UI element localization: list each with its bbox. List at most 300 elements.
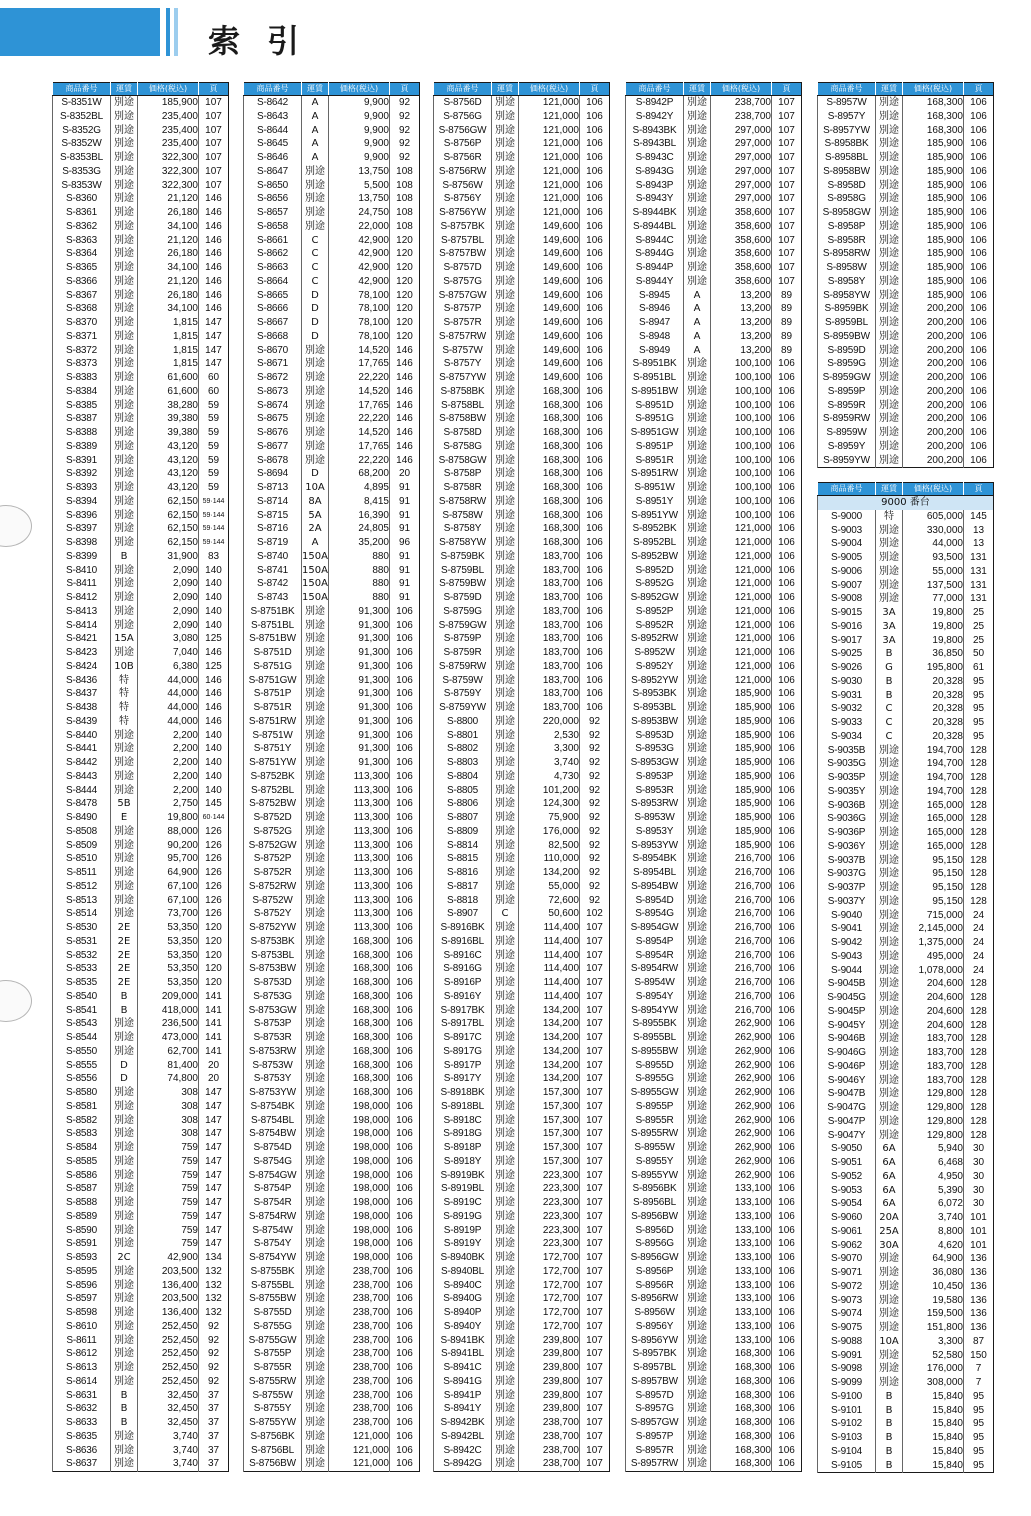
product-number: S-8370 <box>53 316 111 330</box>
page-number: 106 <box>772 1389 802 1403</box>
price: 262,900 <box>711 1086 772 1100</box>
price: 149,600 <box>519 234 580 248</box>
page-number: 146 <box>390 385 420 399</box>
table-row <box>434 1457 610 1471</box>
shipping-code: 別途 <box>876 1362 903 1376</box>
table-row <box>626 275 802 289</box>
table-row <box>244 495 420 509</box>
product-number: S-8642 <box>244 96 302 110</box>
table-row <box>818 716 994 730</box>
product-number: S-8439 <box>53 715 111 729</box>
table-row <box>434 1141 610 1155</box>
product-number: S-8757BL <box>434 234 492 248</box>
page-number: 106 <box>772 1072 802 1086</box>
page-number: 107 <box>580 1237 610 1251</box>
price: 38,280 <box>138 399 199 413</box>
header-page: 頁 <box>199 83 229 96</box>
table-row <box>818 1032 994 1046</box>
table-row <box>244 344 420 358</box>
product-number: S-8365 <box>53 261 111 275</box>
shipping-code: 別途 <box>492 1334 519 1348</box>
product-number: S-8437 <box>53 687 111 701</box>
price: 15,840 <box>903 1417 964 1431</box>
price: 74,800 <box>138 1072 199 1086</box>
page-number: 101 <box>964 1225 994 1239</box>
page-number: 120 <box>390 247 420 261</box>
table-row <box>53 522 229 536</box>
shipping-code: 別途 <box>492 412 519 426</box>
shipping-code: B <box>876 1459 903 1473</box>
price: 100,100 <box>711 371 772 385</box>
price: 715,000 <box>903 909 964 923</box>
price: 4,620 <box>903 1239 964 1253</box>
product-number: S-8952RW <box>626 632 684 646</box>
shipping-code: 別途 <box>302 179 329 193</box>
shipping-code: 別途 <box>492 990 519 1004</box>
shipping-code: 別途 <box>111 894 138 908</box>
shipping-code: 別途 <box>302 1402 329 1416</box>
price: 100,100 <box>711 385 772 399</box>
shipping-code: 8A <box>302 495 329 509</box>
page-number: 145 <box>199 797 229 811</box>
table-row <box>244 96 420 110</box>
price: 134,200 <box>519 1045 580 1059</box>
price: 100,100 <box>711 426 772 440</box>
product-number: S-8581 <box>53 1100 111 1114</box>
page-number: 106 <box>772 1320 802 1334</box>
page-number: 107 <box>580 1224 610 1238</box>
product-number: S-9088 <box>818 1335 876 1349</box>
page-number: 106 <box>390 1444 420 1458</box>
table-row <box>53 1375 229 1389</box>
price: 93,500 <box>903 551 964 565</box>
product-number: S-8800 <box>434 715 492 729</box>
header-color-block <box>0 8 160 56</box>
shipping-code: 別途 <box>492 1320 519 1334</box>
page-number: 106 <box>390 935 420 949</box>
table-row <box>434 206 610 220</box>
table-row <box>626 234 802 248</box>
price: 95,700 <box>138 852 199 866</box>
price: 216,700 <box>711 976 772 990</box>
price: 72,600 <box>519 894 580 908</box>
table-row <box>818 1060 994 1074</box>
price: 235,400 <box>138 124 199 138</box>
page-number: 107 <box>199 124 229 138</box>
shipping-code: D <box>111 1072 138 1086</box>
product-number: S-8941G <box>434 1375 492 1389</box>
page-number: 106 <box>390 1169 420 1183</box>
price: 358,600 <box>711 247 772 261</box>
shipping-code: 別途 <box>684 1169 711 1183</box>
table-row <box>434 852 610 866</box>
shipping-code: 別途 <box>684 1045 711 1059</box>
table-row <box>53 220 229 234</box>
table-row <box>434 316 610 330</box>
price: 168,300 <box>329 1045 390 1059</box>
product-number: S-8754W <box>244 1224 302 1238</box>
price: 21,120 <box>138 234 199 248</box>
table-row <box>434 1127 610 1141</box>
shipping-code: 別途 <box>684 1292 711 1306</box>
price: 121,000 <box>519 124 580 138</box>
page-number: 106 <box>390 1320 420 1334</box>
shipping-code: 別途 <box>302 385 329 399</box>
page-number: 141 <box>199 1004 229 1018</box>
price: 165,000 <box>903 826 964 840</box>
price: 13,200 <box>711 330 772 344</box>
product-number: S-8394 <box>53 495 111 509</box>
shipping-code: 別途 <box>111 1279 138 1293</box>
product-number: S-8589 <box>53 1210 111 1224</box>
product-number: S-9072 <box>818 1280 876 1294</box>
product-number: S-8389 <box>53 440 111 454</box>
table-row <box>626 385 802 399</box>
table-row <box>434 1224 610 1238</box>
price: 165,000 <box>903 840 964 854</box>
page-number: 106 <box>772 605 802 619</box>
shipping-code: 別途 <box>492 962 519 976</box>
page-number: 107 <box>772 96 802 110</box>
page-number: 106 <box>390 1086 420 1100</box>
price: 100,100 <box>711 481 772 495</box>
page-number: 106 <box>964 344 994 358</box>
page-number: 106 <box>390 1402 420 1416</box>
price: 19,800 <box>903 634 964 648</box>
product-number: S-8959Y <box>818 440 876 454</box>
page-title: 索 引 <box>208 22 308 60</box>
table-row <box>626 1045 802 1059</box>
table-row <box>53 371 229 385</box>
shipping-code: 別途 <box>302 619 329 633</box>
price: 3,300 <box>903 1335 964 1349</box>
price: 62,150 <box>138 522 199 536</box>
product-number: S-9045B <box>818 977 876 991</box>
price: 168,300 <box>519 481 580 495</box>
shipping-code: 別途 <box>876 592 903 606</box>
table-row <box>626 591 802 605</box>
shipping-code: 別途 <box>302 1334 329 1348</box>
table-row <box>53 124 229 138</box>
product-number: S-8757Y <box>434 357 492 371</box>
price: 121,000 <box>329 1430 390 1444</box>
product-number: S-9040 <box>818 909 876 923</box>
page-number: 106 <box>390 1237 420 1251</box>
page-number: 107 <box>580 1430 610 1444</box>
product-number: S-8756BL <box>244 1444 302 1458</box>
shipping-code: D <box>302 330 329 344</box>
product-number: S-8957YW <box>818 124 876 138</box>
page-number: 106 <box>772 385 802 399</box>
page-number: 146 <box>199 261 229 275</box>
price: 53,350 <box>138 962 199 976</box>
price: 110,000 <box>519 852 580 866</box>
shipping-code: 別途 <box>492 509 519 523</box>
shipping-code: A <box>684 302 711 316</box>
product-number: S-8508 <box>53 825 111 839</box>
shipping-code: A <box>302 124 329 138</box>
shipping-code: 別途 <box>684 1389 711 1403</box>
price: 42,900 <box>329 261 390 275</box>
product-number: S-8959D <box>818 344 876 358</box>
product-number: S-8757BK <box>434 220 492 234</box>
table-row <box>818 840 994 854</box>
page-number: 106 <box>390 1430 420 1444</box>
product-number: S-8757W <box>434 344 492 358</box>
price: 53,350 <box>138 949 199 963</box>
product-number: S-8958BK <box>818 137 876 151</box>
table-row <box>434 921 610 935</box>
product-number: S-8953BW <box>626 715 684 729</box>
table-row <box>626 316 802 330</box>
product-number: S-8673 <box>244 385 302 399</box>
price: 75,900 <box>519 811 580 825</box>
shipping-code: 別途 <box>876 799 903 813</box>
page-number: 107 <box>580 1306 610 1320</box>
table-row <box>244 811 420 825</box>
product-number: S-8512 <box>53 880 111 894</box>
table-row <box>626 825 802 839</box>
table-row <box>53 1224 229 1238</box>
page-number: 140 <box>199 619 229 633</box>
shipping-code: 別途 <box>492 687 519 701</box>
page-number: 107 <box>580 1141 610 1155</box>
table-row <box>626 192 802 206</box>
page-number: 136 <box>964 1307 994 1321</box>
table-row <box>818 551 994 565</box>
product-number: S-8918P <box>434 1141 492 1155</box>
product-number: S-8955R <box>626 1114 684 1128</box>
product-number: S-8954BW <box>626 880 684 894</box>
shipping-code: 別途 <box>492 591 519 605</box>
shipping-code: 別途 <box>492 1347 519 1361</box>
price: 238,700 <box>329 1347 390 1361</box>
page-number: 106 <box>390 1389 420 1403</box>
page-number: 146 <box>199 206 229 220</box>
shipping-code: 別途 <box>684 151 711 165</box>
price: 95,150 <box>903 867 964 881</box>
shipping-code: 別途 <box>302 797 329 811</box>
price: 238,700 <box>329 1279 390 1293</box>
shipping-code: 別途 <box>684 1114 711 1128</box>
page-number: 128 <box>964 1032 994 1046</box>
product-number: S-8957Y <box>818 110 876 124</box>
page-number: 106 <box>964 316 994 330</box>
shipping-code: C <box>492 907 519 921</box>
page-number: 106 <box>580 302 610 316</box>
table-row <box>818 1417 994 1431</box>
price: 308 <box>138 1100 199 1114</box>
price: 168,300 <box>329 976 390 990</box>
page-number: 83 <box>199 550 229 564</box>
page-number: 108 <box>390 220 420 234</box>
product-number: S-8751G <box>244 660 302 674</box>
page-number: 131 <box>964 551 994 565</box>
shipping-code: 別途 <box>111 1444 138 1458</box>
price: 78,100 <box>329 302 390 316</box>
product-number: S-8755P <box>244 1347 302 1361</box>
page-number: 106 <box>964 454 994 468</box>
page-number: 106 <box>772 550 802 564</box>
page-number: 128 <box>964 895 994 909</box>
price: 22,220 <box>329 412 390 426</box>
shipping-code: 別途 <box>876 344 903 358</box>
shipping-code: 別途 <box>492 770 519 784</box>
page-number: 106 <box>772 1114 802 1128</box>
table-row <box>53 165 229 179</box>
shipping-code: 別途 <box>111 907 138 921</box>
page-number: 60 <box>199 385 229 399</box>
price: 78,100 <box>329 289 390 303</box>
price: 26,180 <box>138 247 199 261</box>
shipping-code: 別途 <box>111 385 138 399</box>
page-number: 120 <box>390 261 420 275</box>
product-number: S-8958W <box>818 261 876 275</box>
page-number: 107 <box>580 1361 610 1375</box>
product-number: S-8675 <box>244 412 302 426</box>
page-number: 92 <box>580 784 610 798</box>
price: 136,400 <box>138 1306 199 1320</box>
table-row <box>244 137 420 151</box>
price: 165,000 <box>903 799 964 813</box>
page-number: 106 <box>964 179 994 193</box>
shipping-code: 別途 <box>684 591 711 605</box>
product-number: S-8742 <box>244 577 302 591</box>
page-number: 30 <box>964 1156 994 1170</box>
product-number: S-8399 <box>53 550 111 564</box>
price: 168,300 <box>711 1416 772 1430</box>
product-number: S-8751YW <box>244 756 302 770</box>
table-row <box>626 440 802 454</box>
price: 223,300 <box>519 1224 580 1238</box>
page-number: 128 <box>964 1101 994 1115</box>
price: 113,300 <box>329 921 390 935</box>
page-number: 126 <box>199 907 229 921</box>
page-number: 146 <box>390 371 420 385</box>
price: 20,328 <box>903 716 964 730</box>
price: 2,090 <box>138 605 199 619</box>
shipping-code: 別途 <box>876 454 903 468</box>
product-number: S-8752W <box>244 894 302 908</box>
product-number: S-9025 <box>818 647 876 661</box>
product-number: S-9036P <box>818 826 876 840</box>
price: 200,200 <box>903 399 964 413</box>
price: 61,600 <box>138 385 199 399</box>
shipping-code: 別途 <box>111 866 138 880</box>
table-row <box>818 357 994 371</box>
product-number: S-8353G <box>53 165 111 179</box>
table-row <box>434 674 610 688</box>
table-row <box>818 302 994 316</box>
table-row <box>626 742 802 756</box>
shipping-code: 別途 <box>684 522 711 536</box>
table-row <box>626 522 802 536</box>
price: 204,600 <box>903 1005 964 1019</box>
page-number: 106 <box>580 289 610 303</box>
price: 185,900 <box>711 715 772 729</box>
page-number: 128 <box>964 867 994 881</box>
page-number: 95 <box>964 1390 994 1404</box>
page-number: 120 <box>199 935 229 949</box>
page-number: 106 <box>580 467 610 481</box>
product-number: S-9031 <box>818 689 876 703</box>
page-number: 106 <box>390 1017 420 1031</box>
shipping-code: 別途 <box>684 880 711 894</box>
price: 238,700 <box>329 1306 390 1320</box>
page-number: 146 <box>199 289 229 303</box>
group-label-9000: 9000 番台 <box>818 496 994 510</box>
table-row <box>53 206 229 220</box>
page-number: 107 <box>199 96 229 110</box>
page-number: 107 <box>580 1210 610 1224</box>
price: 101,200 <box>519 784 580 798</box>
price: 4,730 <box>519 770 580 784</box>
table-row <box>53 1347 229 1361</box>
product-number: S-8918BL <box>434 1100 492 1114</box>
shipping-code: 別途 <box>684 962 711 976</box>
price: 36,850 <box>903 647 964 661</box>
product-number: S-8916BK <box>434 921 492 935</box>
price: 114,400 <box>519 949 580 963</box>
product-number: S-8532 <box>53 949 111 963</box>
price: 168,300 <box>519 454 580 468</box>
price: 91,300 <box>329 687 390 701</box>
table-row <box>818 275 994 289</box>
product-number: S-8758YW <box>434 536 492 550</box>
price: 134,200 <box>519 1017 580 1031</box>
product-number: S-8752BK <box>244 770 302 784</box>
price: 198,000 <box>329 1224 390 1238</box>
shipping-code: 別途 <box>111 1155 138 1169</box>
shipping-code: 別途 <box>111 426 138 440</box>
price: 26,180 <box>138 206 199 220</box>
shipping-code: D <box>302 289 329 303</box>
page-number: 95 <box>964 716 994 730</box>
price: 185,900 <box>903 220 964 234</box>
price: 91,300 <box>329 674 390 688</box>
shipping-code: 別途 <box>876 977 903 991</box>
table-row <box>53 907 229 921</box>
product-number: S-8947 <box>626 316 684 330</box>
table-row <box>53 1086 229 1100</box>
shipping-code: 別途 <box>302 344 329 358</box>
product-number: S-8755BL <box>244 1279 302 1293</box>
price: 2,145,000 <box>903 922 964 936</box>
shipping-code: 別途 <box>302 880 329 894</box>
shipping-code: 別途 <box>111 481 138 495</box>
shipping-code: 別途 <box>302 756 329 770</box>
binder-hole-bottom <box>0 980 32 1022</box>
header-price: 価格(税込) <box>903 83 964 96</box>
shipping-code: 別途 <box>302 1196 329 1210</box>
shipping-code: 特 <box>111 674 138 688</box>
product-number: S-8753W <box>244 1059 302 1073</box>
table-row <box>434 1169 610 1183</box>
product-number: S-9074 <box>818 1307 876 1321</box>
product-number: S-9042 <box>818 936 876 950</box>
table-row <box>244 577 420 591</box>
page-number: 59·144 <box>199 495 229 509</box>
table-row <box>626 1155 802 1169</box>
product-number: S-9091 <box>818 1349 876 1363</box>
table-row <box>53 137 229 151</box>
product-number: S-8632 <box>53 1402 111 1416</box>
table-row <box>53 1127 229 1141</box>
table-row <box>434 715 610 729</box>
price: 185,900 <box>903 247 964 261</box>
product-number: S-8941C <box>434 1361 492 1375</box>
table-row <box>53 674 229 688</box>
